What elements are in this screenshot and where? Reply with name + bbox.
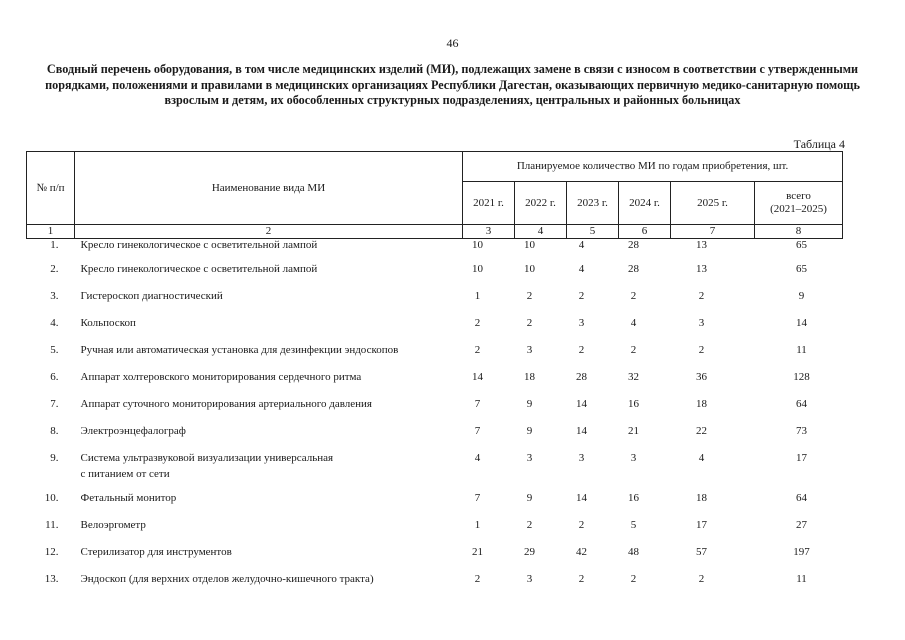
item-name: Аппарат суточного мониторирования артериального давления bbox=[80, 397, 372, 410]
item-name-cell bbox=[75, 239, 463, 263]
item-name-cell bbox=[75, 263, 463, 290]
quantity-year-2023: 2 bbox=[578, 572, 585, 585]
quantity-year-2024: 5 bbox=[630, 518, 637, 531]
quantity-total: 197 bbox=[793, 545, 810, 558]
table-row bbox=[27, 425, 843, 452]
quantity-year-2021: 7 bbox=[474, 424, 481, 437]
header-item-name: Наименование вида МИ bbox=[75, 152, 463, 225]
quantity-year-2025: 2 bbox=[698, 572, 705, 585]
quantity-total: 17 bbox=[796, 451, 808, 464]
quantity-year-2023: 14 bbox=[576, 491, 587, 504]
page-number: 46 bbox=[446, 36, 459, 50]
table-row bbox=[27, 263, 843, 290]
quantity-year-2025: 2 bbox=[698, 289, 705, 302]
quantity-total: 11 bbox=[796, 343, 807, 356]
item-name-cell bbox=[75, 492, 463, 519]
quantity-year-2022: 10 bbox=[524, 239, 535, 251]
quantity-total: 64 bbox=[796, 491, 808, 504]
quantity-year-2022: 18 bbox=[524, 370, 535, 383]
quantity-year-2021: 7 bbox=[474, 491, 481, 504]
header-row-number: № п/п bbox=[27, 152, 75, 225]
quantity-year-2025: 17 bbox=[696, 518, 707, 531]
table-row bbox=[27, 398, 843, 425]
quantity-year-2022: 9 bbox=[526, 397, 533, 410]
table-row bbox=[27, 239, 843, 263]
item-name-cell bbox=[75, 573, 463, 600]
item-name-cell bbox=[75, 519, 463, 546]
row-number: 5. bbox=[50, 343, 59, 356]
header-year-2025: 2025 г. bbox=[671, 182, 755, 225]
header-year-2024: 2024 г. bbox=[619, 182, 671, 225]
item-name: Аппарат холтеровского мониторирования сердечного ритма bbox=[80, 370, 362, 383]
quantity-year-2023: 14 bbox=[576, 397, 587, 410]
quantity-year-2021: 4 bbox=[474, 451, 481, 464]
quantity-year-2025: 3 bbox=[698, 316, 705, 329]
quantity-year-2023: 2 bbox=[578, 343, 585, 356]
quantity-year-2022: 9 bbox=[526, 491, 533, 504]
header-total-label: всего bbox=[786, 190, 811, 202]
table-row bbox=[27, 492, 843, 519]
header-year-2023: 2023 г. bbox=[567, 182, 619, 225]
item-name-cell bbox=[75, 317, 463, 344]
quantity-year-2022: 29 bbox=[524, 545, 535, 558]
table-row bbox=[27, 371, 843, 398]
item-name: Гистероскоп диагностический bbox=[80, 289, 223, 302]
quantity-year-2022: 2 bbox=[526, 316, 533, 329]
item-name: Стерилизатор для инструментов bbox=[80, 545, 232, 558]
column-number: 7 bbox=[671, 225, 755, 239]
table-row bbox=[27, 546, 843, 573]
quantity-total: 11 bbox=[796, 572, 807, 585]
quantity-year-2023: 14 bbox=[576, 424, 587, 437]
table-row bbox=[27, 452, 843, 492]
quantity-year-2025: 2 bbox=[698, 343, 705, 356]
row-number: 4. bbox=[50, 316, 59, 329]
quantity-year-2023: 42 bbox=[576, 545, 587, 558]
quantity-year-2025: 18 bbox=[696, 397, 707, 410]
item-name: Кресло гинекологическое с осветительной лампой bbox=[80, 262, 318, 275]
quantity-year-2022: 3 bbox=[526, 572, 533, 585]
item-name-cell bbox=[75, 452, 463, 492]
quantity-year-2024: 3 bbox=[630, 451, 637, 464]
quantity-year-2025: 13 bbox=[696, 262, 707, 275]
item-name-cell bbox=[75, 398, 463, 425]
quantity-year-2025: 13 bbox=[696, 239, 707, 251]
item-name: Кольпоскоп bbox=[80, 316, 136, 329]
header-total-period: (2021–2025) bbox=[770, 203, 827, 215]
quantity-year-2024: 21 bbox=[628, 424, 639, 437]
column-number: 5 bbox=[567, 225, 619, 239]
item-name: Электроэнцефалограф bbox=[80, 424, 186, 437]
quantity-year-2024: 32 bbox=[628, 370, 639, 383]
header-total bbox=[755, 182, 843, 225]
item-name: Ручная или автоматическая установка для дезинфекции эндоскопов bbox=[80, 343, 399, 356]
item-name: Система ультразвуковой визуализации универсальная bbox=[80, 451, 334, 464]
column-number: 1 bbox=[27, 225, 75, 239]
row-number: 1. bbox=[50, 239, 59, 251]
item-name-cell bbox=[75, 344, 463, 371]
quantity-year-2022: 3 bbox=[526, 343, 533, 356]
row-number: 3. bbox=[50, 289, 59, 302]
column-number: 8 bbox=[755, 225, 843, 239]
item-name: Кресло гинекологическое с осветительной лампой bbox=[80, 239, 318, 251]
item-name-cell bbox=[75, 371, 463, 398]
column-number: 2 bbox=[75, 225, 463, 239]
quantity-total: 27 bbox=[796, 518, 808, 531]
quantity-year-2022: 9 bbox=[526, 424, 533, 437]
quantity-year-2023: 28 bbox=[576, 370, 587, 383]
row-number: 13. bbox=[44, 572, 59, 585]
quantity-total: 73 bbox=[796, 424, 808, 437]
quantity-year-2023: 4 bbox=[578, 262, 585, 275]
quantity-year-2024: 2 bbox=[630, 343, 637, 356]
quantity-year-2021: 1 bbox=[474, 289, 481, 302]
quantity-year-2023: 2 bbox=[578, 289, 585, 302]
row-number: 6. bbox=[50, 370, 59, 383]
quantity-year-2024: 28 bbox=[628, 262, 639, 275]
quantity-year-2021: 2 bbox=[474, 343, 481, 356]
quantity-year-2023: 3 bbox=[578, 451, 585, 464]
item-name: Эндоскоп (для верхних отделов желудочно-кишечного тракта) bbox=[80, 572, 374, 585]
quantity-year-2022: 10 bbox=[524, 262, 535, 275]
row-number: 8. bbox=[50, 424, 59, 437]
table-row bbox=[27, 573, 843, 600]
item-name-continuation: с питанием от сети bbox=[80, 467, 170, 480]
quantity-total: 65 bbox=[796, 262, 808, 275]
quantity-year-2021: 14 bbox=[472, 370, 483, 383]
quantity-year-2021: 10 bbox=[472, 262, 483, 275]
header-year-2021: 2021 г. bbox=[463, 182, 515, 225]
item-name: Велоэргометр bbox=[80, 518, 146, 531]
quantity-year-2023: 4 bbox=[578, 239, 585, 251]
row-number: 10. bbox=[44, 491, 59, 504]
quantity-year-2021: 10 bbox=[472, 239, 483, 251]
row-number: 2. bbox=[50, 262, 59, 275]
table-row bbox=[27, 344, 843, 371]
quantity-year-2024: 16 bbox=[628, 491, 639, 504]
row-number: 9. bbox=[50, 451, 59, 464]
table-caption: Таблица 4 bbox=[793, 137, 845, 151]
quantity-year-2025: 4 bbox=[698, 451, 705, 464]
item-name: Фетальный монитор bbox=[80, 491, 177, 504]
quantity-year-2021: 1 bbox=[474, 518, 481, 531]
table-row bbox=[27, 519, 843, 546]
quantity-year-2024: 48 bbox=[628, 545, 639, 558]
column-number: 6 bbox=[619, 225, 671, 239]
header-year-2022: 2022 г. bbox=[515, 182, 567, 225]
quantity-year-2021: 2 bbox=[474, 572, 481, 585]
column-number: 3 bbox=[463, 225, 515, 239]
item-name-cell bbox=[75, 425, 463, 452]
quantity-total: 14 bbox=[796, 316, 808, 329]
quantity-year-2022: 2 bbox=[526, 289, 533, 302]
quantity-year-2022: 2 bbox=[526, 518, 533, 531]
quantity-year-2023: 2 bbox=[578, 518, 585, 531]
column-number: 4 bbox=[515, 225, 567, 239]
document-title: Сводный перечень оборудования, в том числе медицинских изделий (МИ), подлежащих замене в связи с износом в соответствии с утвержденными порядками, положениями и правилами в медицинских организациях Республики Дагестан, оказывающих первичную медико-санитарную помощь взрослым и детям, их обособленных структурных подразделениях, центральных и районных больницах bbox=[45, 62, 860, 107]
quantity-year-2022: 3 bbox=[526, 451, 533, 464]
item-name-cell bbox=[75, 290, 463, 317]
row-number: 11. bbox=[45, 518, 59, 531]
quantity-year-2024: 4 bbox=[630, 316, 637, 329]
header-planned-quantity: Планируемое количество МИ по годам приобретения, шт. bbox=[463, 152, 843, 182]
quantity-year-2025: 57 bbox=[696, 545, 707, 558]
quantity-total: 64 bbox=[796, 397, 808, 410]
quantity-year-2021: 2 bbox=[474, 316, 481, 329]
quantity-year-2024: 28 bbox=[628, 239, 639, 251]
quantity-year-2025: 36 bbox=[696, 370, 707, 383]
quantity-year-2024: 16 bbox=[628, 397, 639, 410]
table-row bbox=[27, 317, 843, 344]
quantity-total: 65 bbox=[796, 239, 808, 251]
quantity-year-2021: 21 bbox=[472, 545, 483, 558]
quantity-year-2024: 2 bbox=[630, 572, 637, 585]
quantity-year-2024: 2 bbox=[630, 289, 637, 302]
column-number-row bbox=[27, 225, 843, 239]
table-row bbox=[27, 290, 843, 317]
quantity-year-2025: 18 bbox=[696, 491, 707, 504]
quantity-total: 9 bbox=[798, 289, 805, 302]
quantity-year-2021: 7 bbox=[474, 397, 481, 410]
item-name-cell bbox=[75, 546, 463, 573]
quantity-year-2023: 3 bbox=[578, 316, 585, 329]
row-number: 7. bbox=[50, 397, 59, 410]
row-number: 12. bbox=[44, 545, 59, 558]
quantity-year-2025: 22 bbox=[696, 424, 707, 437]
equipment-table bbox=[26, 151, 843, 600]
quantity-total: 128 bbox=[793, 370, 810, 383]
